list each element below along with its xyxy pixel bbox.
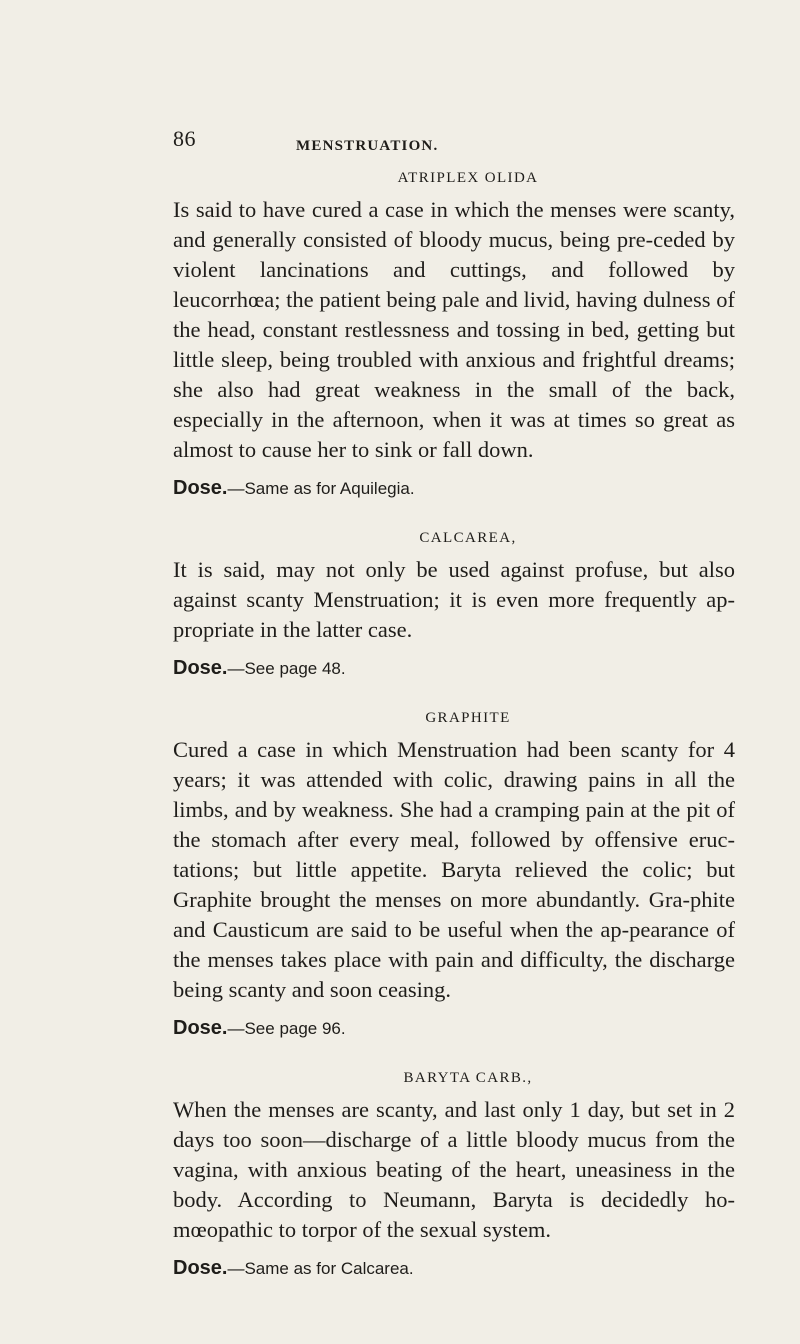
dose-label: Dose. — [173, 657, 228, 679]
entry-paragraph: Is said to have cured a case in which the menses were scanty, and generally consisted of bloody mucus, being pre-ceded by violent lancinations and cuttings, and followed by leucorrhœa; the patient being pale and livid, having dulness of the head, constant restlessness and tossing in bed, getting but little sleep, being troubled with anxious and frightful dreams; she also had great weakness in the small of the back, especially in the afternoon, when it was at times so great as almost to cause her to sink or fall down. — [173, 197, 735, 462]
entry-paragraph: Cured a case in which Menstruation had been scanty for 4 years; it was attended with colic, drawing pains in all the limbs, and by weakness. She had a cramping pain at the pit of the stomach after every meal, followed by offensive eruc-tations; but little appetite. Baryta relieved the colic; but Graphite brought the menses on more abundantly. Gra-phite and Causticum are said to be useful when the ap-pearance of the menses takes place with pain and difficulty, the discharge being scanty and soon ceasing. — [173, 737, 735, 1002]
entry-paragraph: It is said, may not only be used against profuse, but also against scanty Menstruation; it is even more frequently ap-propriate in the latter case. — [173, 557, 735, 642]
dose-text: —See page 96. — [227, 1019, 346, 1038]
dose-text: —See page 48. — [227, 659, 346, 678]
entry-title: GRAPHITE — [425, 710, 511, 726]
entry-calcarea — [173, 530, 735, 682]
entry-atriplex-olida — [173, 170, 735, 502]
dose-text: —Same as for Calcarea. — [227, 1259, 414, 1278]
entry-title: ATRIPLEX OLIDA — [397, 170, 539, 186]
page-number: 86 — [173, 126, 196, 151]
page-body — [173, 170, 735, 1310]
running-head: MENSTRUATION. — [296, 138, 439, 154]
entry-title: BARYTA CARB., — [403, 1070, 533, 1086]
dose-label: Dose. — [173, 1017, 228, 1039]
dose-line — [173, 1015, 735, 1042]
dose-line — [173, 1255, 735, 1282]
dose-line — [173, 475, 735, 502]
entry-graphite — [173, 710, 735, 1042]
entry-baryta-carb — [173, 1070, 735, 1282]
dose-label: Dose. — [173, 477, 228, 499]
dose-text: —Same as for Aquilegia. — [227, 479, 415, 498]
entry-paragraph: When the menses are scanty, and last only 1 day, but set in 2 days too soon—discharge of a little bloody mucus from the vagina, with anxious beating of the heart, uneasiness in the body. According to Neumann, Baryta is decidedly ho-mœopathic to torpor of the sexual system. — [173, 1097, 735, 1242]
dose-label: Dose. — [173, 1257, 228, 1279]
entry-title: CALCAREA, — [419, 530, 517, 546]
dose-line — [173, 655, 735, 682]
